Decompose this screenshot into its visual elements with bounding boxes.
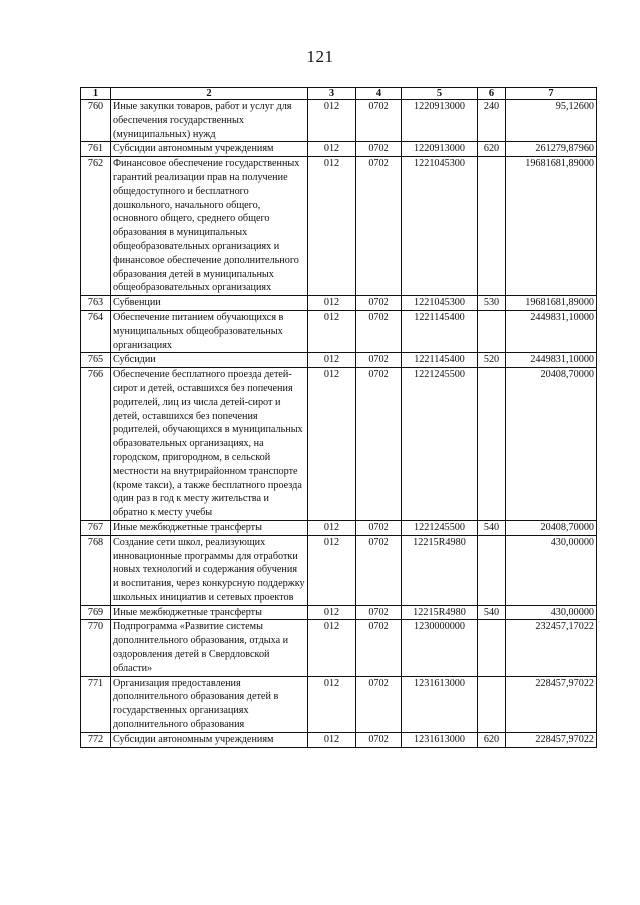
row-target-code: 1221245500 [402, 520, 478, 535]
row-number: 760 [81, 100, 111, 142]
row-name: Обеспечение питанием обучающихся в муниципальных общеобразовательных организациях [111, 310, 308, 352]
column-header: 7 [506, 88, 597, 100]
row-number: 762 [81, 157, 111, 296]
row-name: Обеспечение бесплатного проезда детей-сирот и детей, оставшихся без попечения родителей, лиц из числа детей-сирот и детей, оставшихся без попечения родителей, обучающихся в муниципальных образовательных организациях, на городском, пригородном, в сельской местности на внутрирайонном транспорте (кроме такси), а также бесплатного проезда один раз в год к месту жительства и обратно к месту учебы [111, 368, 308, 521]
row-admin-code: 012 [308, 732, 356, 747]
row-expense-type [478, 310, 506, 352]
table-row [81, 142, 597, 157]
table-row [81, 100, 597, 142]
row-name: Иные межбюджетные трансферты [111, 605, 308, 620]
row-number: 772 [81, 732, 111, 747]
row-name: Создание сети школ, реализующих инновационные программы для отработки новых технологий и содержания обучения и воспитания, через конкурсную поддержку школьных инициатив и сетевых проектов [111, 535, 308, 605]
row-expense-type: 620 [478, 732, 506, 747]
row-expense-type [478, 368, 506, 521]
row-name: Иные закупки товаров, работ и услуг для обеспечения государственных (муниципальных) нужд [111, 100, 308, 142]
row-admin-code: 012 [308, 157, 356, 296]
row-sum: 228457,97022 [506, 676, 597, 732]
row-number: 764 [81, 310, 111, 352]
row-name: Иные межбюджетные трансферты [111, 520, 308, 535]
table-row [81, 605, 597, 620]
column-header: 2 [111, 88, 308, 100]
row-sum: 19681681,89000 [506, 296, 597, 311]
row-admin-code: 012 [308, 620, 356, 676]
row-target-code: 12215R4980 [402, 605, 478, 620]
row-section-code: 0702 [356, 310, 402, 352]
row-section-code: 0702 [356, 535, 402, 605]
row-sum: 430,00000 [506, 535, 597, 605]
row-section-code: 0702 [356, 142, 402, 157]
row-target-code: 1220913000 [402, 100, 478, 142]
row-sum: 2449831,10000 [506, 310, 597, 352]
row-expense-type: 240 [478, 100, 506, 142]
row-number: 766 [81, 368, 111, 521]
row-sum: 19681681,89000 [506, 157, 597, 296]
row-expense-type [478, 676, 506, 732]
page-number: 121 [306, 47, 334, 66]
table-row [81, 296, 597, 311]
row-section-code: 0702 [356, 296, 402, 311]
row-number: 769 [81, 605, 111, 620]
header-row [81, 88, 597, 100]
table-row [81, 157, 597, 296]
row-expense-type: 540 [478, 605, 506, 620]
row-admin-code: 012 [308, 353, 356, 368]
table-row [81, 620, 597, 676]
table-row [81, 732, 597, 747]
row-admin-code: 012 [308, 520, 356, 535]
column-header: 3 [308, 88, 356, 100]
row-section-code: 0702 [356, 368, 402, 521]
table-row [81, 535, 597, 605]
row-expense-type: 540 [478, 520, 506, 535]
row-number: 765 [81, 353, 111, 368]
column-header: 1 [81, 88, 111, 100]
row-admin-code: 012 [308, 310, 356, 352]
row-name: Организация предоставления дополнительного образования детей в государственных организациях дополнительного образования [111, 676, 308, 732]
table-row [81, 368, 597, 521]
column-header: 5 [402, 88, 478, 100]
row-sum: 228457,97022 [506, 732, 597, 747]
row-sum: 20408,70000 [506, 368, 597, 521]
row-target-code: 1230000000 [402, 620, 478, 676]
row-expense-type [478, 620, 506, 676]
table-row [81, 353, 597, 368]
row-section-code: 0702 [356, 620, 402, 676]
row-section-code: 0702 [356, 732, 402, 747]
row-name: Субвенции [111, 296, 308, 311]
row-admin-code: 012 [308, 676, 356, 732]
row-section-code: 0702 [356, 353, 402, 368]
budget-table [80, 87, 597, 748]
row-number: 771 [81, 676, 111, 732]
row-number: 761 [81, 142, 111, 157]
row-section-code: 0702 [356, 100, 402, 142]
row-sum: 261279,87960 [506, 142, 597, 157]
row-admin-code: 012 [308, 605, 356, 620]
row-sum: 232457,17022 [506, 620, 597, 676]
column-header: 4 [356, 88, 402, 100]
table-row [81, 310, 597, 352]
table-row [81, 520, 597, 535]
row-admin-code: 012 [308, 100, 356, 142]
row-number: 770 [81, 620, 111, 676]
row-sum: 2449831,10000 [506, 353, 597, 368]
row-target-code: 12215R4980 [402, 535, 478, 605]
row-admin-code: 012 [308, 535, 356, 605]
row-target-code: 1221145400 [402, 310, 478, 352]
column-header: 6 [478, 88, 506, 100]
row-target-code: 1221045300 [402, 296, 478, 311]
row-target-code: 1220913000 [402, 142, 478, 157]
row-number: 763 [81, 296, 111, 311]
row-target-code: 1231613000 [402, 676, 478, 732]
row-name: Подпрограмма «Развитие системы дополнительного образования, отдыха и оздоровления детей в Свердловской области» [111, 620, 308, 676]
row-number: 768 [81, 535, 111, 605]
row-admin-code: 012 [308, 142, 356, 157]
row-sum: 430,00000 [506, 605, 597, 620]
row-section-code: 0702 [356, 676, 402, 732]
row-section-code: 0702 [356, 605, 402, 620]
row-expense-type: 530 [478, 296, 506, 311]
row-target-code: 1221245500 [402, 368, 478, 521]
row-expense-type [478, 535, 506, 605]
table-row [81, 676, 597, 732]
row-admin-code: 012 [308, 368, 356, 521]
row-sum: 20408,70000 [506, 520, 597, 535]
row-sum: 95,12600 [506, 100, 597, 142]
row-section-code: 0702 [356, 520, 402, 535]
row-expense-type: 620 [478, 142, 506, 157]
row-expense-type [478, 157, 506, 296]
row-name: Субсидии [111, 353, 308, 368]
row-target-code: 1221145400 [402, 353, 478, 368]
row-number: 767 [81, 520, 111, 535]
row-target-code: 1221045300 [402, 157, 478, 296]
row-expense-type: 520 [478, 353, 506, 368]
row-name: Субсидии автономным учреждениям [111, 142, 308, 157]
row-target-code: 1231613000 [402, 732, 478, 747]
row-admin-code: 012 [308, 296, 356, 311]
row-name: Субсидии автономным учреждениям [111, 732, 308, 747]
row-section-code: 0702 [356, 157, 402, 296]
row-name: Финансовое обеспечение государственных гарантий реализации прав на получение общедоступного и бесплатного дошкольного, начального общего, основного общего, среднего общего образования в муниципальных общеобразовательных организациях и финансовое обеспечение дополнительного образования детей в муниципальных общеобразовательных организациях [111, 157, 308, 296]
